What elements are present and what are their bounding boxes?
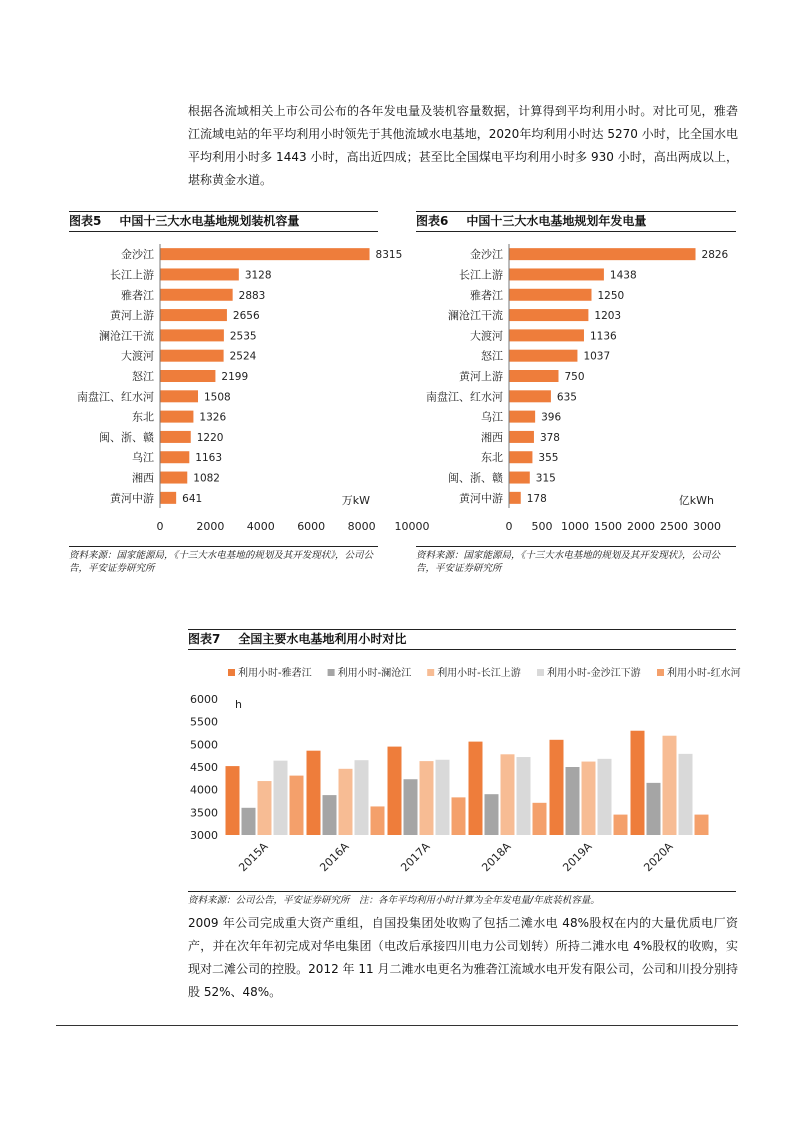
fig7-bar <box>371 806 385 835</box>
fig7-tick-label: 5000 <box>190 738 218 752</box>
fig6-value-label: 1136 <box>589 330 617 343</box>
fig5-category-label: 闽、浙、赣 <box>99 430 154 444</box>
fig6-tick-label: 0 <box>505 520 513 533</box>
fig5-value-label: 1163 <box>195 452 223 465</box>
fig7-bar <box>355 760 369 835</box>
fig7-bar <box>404 779 418 835</box>
fig5-category-label: 雅砻江 <box>121 288 154 302</box>
fig6-value-label: 1037 <box>583 350 611 363</box>
fig7-header <box>188 629 736 650</box>
fig7-category-label: 2019A <box>560 839 595 875</box>
fig7-category-label: 2015A <box>236 839 271 875</box>
fig7-tick-label: 3000 <box>190 829 218 842</box>
footer-rule <box>56 1025 738 1026</box>
fig5-bar <box>160 390 198 402</box>
fig6-value-label: 355 <box>538 452 559 465</box>
fig6-category-label: 闽、浙、赣 <box>448 471 503 485</box>
fig7-legend-swatch <box>537 669 544 676</box>
fig5-bar <box>160 289 233 301</box>
fig5-category-label: 怒江 <box>132 370 154 383</box>
fig5-category-label: 黄河上游 <box>110 309 154 323</box>
fig7-bar <box>274 761 288 835</box>
fig5-category-label: 澜沧江干流 <box>99 329 154 343</box>
fig7-bar <box>598 759 612 835</box>
fig5-value-label: 3128 <box>244 269 272 282</box>
fig5-unit-label: 万kW <box>341 494 370 507</box>
fig6-category-label: 黄河上游 <box>459 370 503 383</box>
fig6-category-label: 南盘江、红水河 <box>426 390 503 404</box>
fig6-category-label: 澜沧江干流 <box>448 309 503 323</box>
fig6-value-label: 2826 <box>701 249 729 262</box>
fig6-value-label: 1250 <box>597 289 625 302</box>
fig5-bar <box>160 492 176 504</box>
fig5-value-label: 1508 <box>204 391 231 404</box>
fig7-bar <box>566 767 580 835</box>
fig6-category-label: 怒江 <box>481 349 503 363</box>
fig5-value-label: 1220 <box>196 431 224 444</box>
fig7-bar <box>258 781 272 835</box>
fig7-category-label: 2016A <box>317 839 352 875</box>
fig7-legend-label: 利用小时-长江上游 <box>437 668 521 679</box>
fig5-bar <box>160 350 224 362</box>
fig5-bar <box>160 411 193 423</box>
fig5-value-label: 641 <box>182 492 203 505</box>
fig5-tick-label: 4000 <box>246 520 275 533</box>
fig7-legend-swatch <box>427 669 434 676</box>
fig5-bar <box>160 309 227 321</box>
fig6-value-label: 378 <box>539 431 560 444</box>
fig5-category-label: 乌江 <box>132 451 154 465</box>
fig6-value-label: 1438 <box>609 269 637 282</box>
fig6-bar <box>509 289 592 301</box>
fig6-bar <box>509 329 584 341</box>
fig7-bar <box>388 747 402 835</box>
fig6-category-label: 黄河中游 <box>459 491 503 505</box>
fig7-unit-label: h <box>235 698 242 711</box>
fig7-tick-label: 6000 <box>190 693 218 706</box>
fig5-bar <box>160 472 187 484</box>
fig5-value-label: 8315 <box>375 249 403 262</box>
fig6-bar <box>509 492 521 504</box>
fig6-bar <box>509 350 577 362</box>
fig6-tick-label: 2000 <box>627 520 655 533</box>
fig6-value-label: 1203 <box>594 310 622 323</box>
fig5-number: 图表5 <box>69 214 102 228</box>
fig6-chart <box>410 233 740 543</box>
fig5-value-label: 2535 <box>229 330 257 343</box>
fig7-bar <box>436 760 450 835</box>
fig5-tick-label: 10000 <box>394 520 430 533</box>
fig6-bar <box>509 370 559 382</box>
fig5-tick-label: 2000 <box>196 520 225 533</box>
fig6-value-label: 396 <box>541 411 562 424</box>
fig7-bar <box>550 740 564 835</box>
fig5-value-label: 2656 <box>232 310 260 323</box>
fig6-value-label: 750 <box>564 371 585 383</box>
fig7-bar <box>517 757 531 835</box>
fig6-bar <box>509 268 604 280</box>
fig5-header <box>69 211 378 232</box>
fig6-tick-label: 3000 <box>693 520 721 533</box>
fig7-legend-label: 利用小时-红水河 <box>667 668 741 679</box>
fig7-bar <box>501 754 515 835</box>
fig6-bar <box>509 390 551 402</box>
closing-paragraph: 2009 年公司完成重大资产重组，自国投集团处收购了包括二滩水电 48%股权在内的大量优质电厂资产，并在次年年初完成对华电集团（电改后承接四川电力公司划转）所持二滩水电 4%股权的收购，实现对二滩公司的控股。2012 年 11 月二滩水电更名为雅砻江流域水电开发有限公司，公司和川投分别持股 52%、48%。 <box>188 916 738 999</box>
fig7-number: 图表7 <box>188 632 221 646</box>
intro-paragraph: 根据各流域相关上市公司公布的各年发电量及装机容量数据，计算得到平均利用小时。对比可见，雅砻江流域电站的年平均利用小时领先于其他流域水电基地，2020年均利用小时达 5270 小时，比全国水电平均利用小时多 1443 小时，高出近四成；甚至比全国煤电平均利用小时多 930 小时，高出两成以上，堪称黄金水道。 <box>188 104 738 187</box>
fig6-bar <box>509 472 530 484</box>
fig7-legend-label: 利用小时-澜沧江 <box>337 668 412 679</box>
fig5-bar <box>160 451 189 463</box>
fig6-value-label: 315 <box>535 472 556 485</box>
fig7-bar <box>631 731 645 835</box>
fig7-source: 资料来源：公司公告，平安证券研究所 注：各年平均利用小时计算为全年发电量/年底装机容量。 <box>188 891 736 907</box>
fig5-value-label: 1326 <box>199 411 227 424</box>
fig5-bar <box>160 248 370 260</box>
fig5-bar <box>160 431 191 443</box>
fig6-source: 资料来源：国家能源局，《十三大水电基地的规划及其开发现状》，公司公告，平安证券研究所 <box>416 546 736 575</box>
fig7-bar <box>485 794 499 835</box>
fig6-tick-label: 1500 <box>594 520 622 533</box>
fig6-bar <box>509 431 534 443</box>
fig7-tick-label: 3500 <box>190 806 218 820</box>
fig5-bar <box>160 268 239 280</box>
fig7-bar <box>242 808 256 835</box>
fig6-tick-label: 500 <box>531 520 553 533</box>
fig5-category-label: 金沙江 <box>121 248 154 262</box>
fig5-category-label: 大渡河 <box>121 349 154 363</box>
fig5-value-label: 2883 <box>238 289 266 302</box>
fig7-bar <box>695 815 709 835</box>
fig7-tick-label: 4500 <box>190 761 218 774</box>
fig5-category-label: 东北 <box>132 410 154 424</box>
fig6-value-label: 178 <box>526 492 547 505</box>
fig6-bar <box>509 451 532 463</box>
fig7-category-label: 2017A <box>398 839 433 875</box>
fig7-legend-swatch <box>657 669 664 676</box>
fig6-category-label: 长江上游 <box>459 268 503 282</box>
fig7-tick-label: 5500 <box>190 715 218 729</box>
fig7-legend-label: 利用小时-金沙江下游 <box>547 668 641 679</box>
fig6-category-label: 雅砻江 <box>470 288 503 302</box>
fig5-tick-label: 6000 <box>297 520 326 533</box>
fig7-bar <box>582 762 596 835</box>
fig7-bar <box>647 783 661 835</box>
fig7-legend-swatch <box>328 669 335 676</box>
fig5-tick-label: 8000 <box>347 520 376 533</box>
fig7-bar <box>339 769 353 835</box>
fig5-tick-label: 0 <box>156 520 164 533</box>
fig7-bar <box>679 754 693 835</box>
fig7-bar <box>323 795 337 835</box>
fig5-bar <box>160 329 224 341</box>
fig7-legend-swatch <box>228 669 235 676</box>
fig7-tick-label: 4000 <box>190 783 218 797</box>
fig6-category-label: 金沙江 <box>470 248 503 262</box>
fig7-category-label: 2020A <box>641 839 676 875</box>
fig5-category-label: 黄河中游 <box>110 491 154 505</box>
fig7-bar <box>307 751 321 835</box>
fig5-value-label: 2524 <box>229 350 257 363</box>
fig7-bar <box>663 736 677 835</box>
fig6-category-label: 大渡河 <box>470 329 503 343</box>
fig5-category-label: 南盘江、红水河 <box>77 390 154 404</box>
fig7-bar <box>452 797 466 835</box>
fig5-category-label: 长江上游 <box>110 268 154 282</box>
fig7-bar <box>469 742 483 835</box>
fig6-bar <box>509 411 535 423</box>
fig5-value-label: 1082 <box>193 472 221 485</box>
fig5-category-label: 湘西 <box>132 471 154 485</box>
fig6-number: 图表6 <box>416 214 449 228</box>
fig6-category-label: 湘西 <box>481 430 503 444</box>
fig7-bar <box>420 761 434 835</box>
fig6-bar <box>509 248 696 260</box>
fig6-value-label: 635 <box>556 391 577 404</box>
fig5-title: 中国十三大水电基地规划装机容量 <box>119 214 300 228</box>
fig7-bar <box>290 776 304 835</box>
fig5-source: 资料来源：国家能源局，《十三大水电基地的规划及其开发现状》，公司公告，平安证券研究所 <box>69 546 378 575</box>
fig6-category-label: 乌江 <box>481 410 503 424</box>
fig6-bar <box>509 309 588 321</box>
fig5-bar <box>160 370 215 382</box>
fig6-header <box>416 211 736 232</box>
fig7-chart <box>188 650 741 890</box>
fig7-legend-label: 利用小时-雅砻江 <box>238 668 312 679</box>
fig6-unit-label: 亿kWh <box>678 494 714 507</box>
fig7-bar <box>533 803 547 835</box>
fig6-category-label: 东北 <box>481 451 503 465</box>
fig5-chart <box>56 233 430 543</box>
fig7-bar <box>226 766 240 835</box>
fig7-bar <box>614 815 628 835</box>
fig6-title: 中国十三大水电基地规划年发电量 <box>466 214 647 228</box>
fig5-value-label: 2199 <box>221 371 249 383</box>
fig6-tick-label: 1000 <box>561 520 589 533</box>
fig7-category-label: 2018A <box>479 839 514 875</box>
fig7-title: 全国主要水电基地利用小时对比 <box>238 632 407 646</box>
fig6-tick-label: 2500 <box>660 520 688 533</box>
